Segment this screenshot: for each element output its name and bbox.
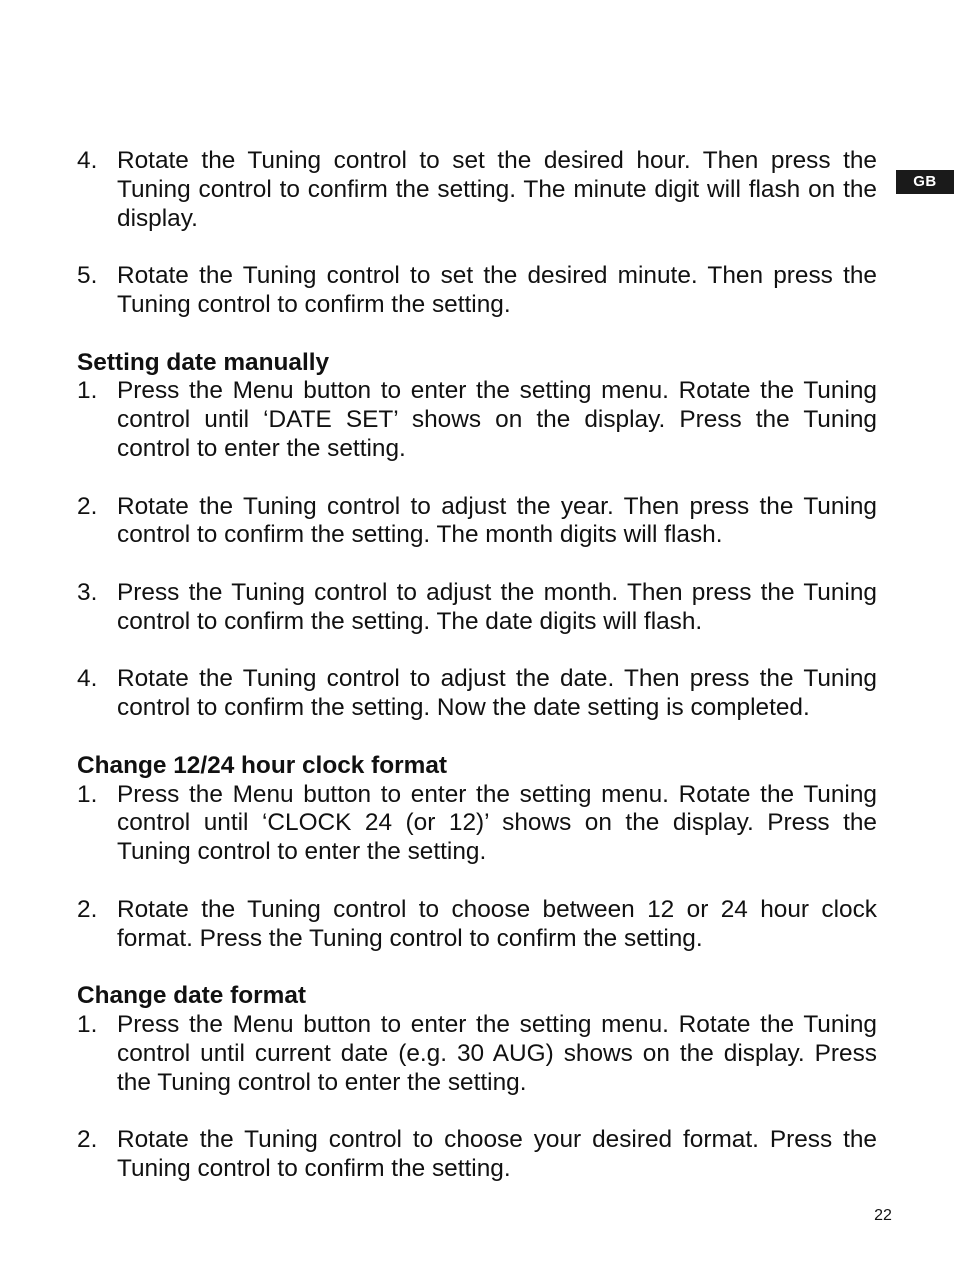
step-number: 1. <box>77 780 98 808</box>
step-text: Press the Tuning control to adjust the month. Then press the Tuning control to confirm the setting. The date digits will flash. <box>117 578 877 635</box>
list-item <box>77 1126 877 1184</box>
step-text: Rotate the Tuning control to adjust the date. Then press the Tuning control to confirm the setting. Now the date setting is completed. <box>117 665 877 722</box>
list-item <box>77 1011 877 1097</box>
step-text: Press the Menu button to enter the setting menu. Rotate the Tuning control until ‘DATE SET’ shows on the display. Press the Tuning control to enter the setting. <box>117 377 877 462</box>
section-heading-date: Setting date manually <box>77 348 330 376</box>
step-number: 5. <box>77 262 98 290</box>
list-item <box>77 262 877 320</box>
section-heading-clock: Change 12/24 hour clock format <box>77 751 448 779</box>
step-number: 3. <box>77 578 98 606</box>
list-item <box>77 147 877 233</box>
step-text: Rotate the Tuning control to choose between 12 or 24 hour clock format. Press the Tuning control to confirm the setting. <box>117 895 877 952</box>
step-text: Rotate the Tuning control to set the desired minute. Then press the Tuning control to confirm the setting. <box>117 262 877 318</box>
step-number: 2. <box>77 895 98 923</box>
step-number: 4. <box>77 665 98 693</box>
step-number: 1. <box>77 377 98 405</box>
step-text: Rotate the Tuning control to set the desired hour. Then press the Tuning control to confirm the setting. The minute digit will flash on the display. <box>117 147 877 232</box>
step-text: Press the Menu button to enter the setting menu. Rotate the Tuning control until ‘CLOCK 24 (or 12)’ shows on the display. Press the Tuning control to enter the setting. <box>117 780 877 866</box>
step-number: 1. <box>77 1010 98 1038</box>
list-item <box>77 781 877 867</box>
list-item <box>77 493 877 551</box>
manual-content <box>77 147 877 1184</box>
step-number: 2. <box>77 492 98 520</box>
step-number: 4. <box>77 147 98 174</box>
step-text: Rotate the Tuning control to adjust the year. Then press the Tuning control to confirm the setting. The month digits will flash. <box>117 492 877 549</box>
page-number: 22 <box>874 1207 892 1224</box>
step-text: Rotate the Tuning control to choose your desired format. Press the Tuning control to confirm the setting. <box>117 1126 877 1182</box>
section-heading-date-format: Change date format <box>77 982 307 1010</box>
list-item <box>77 579 877 637</box>
list-item <box>77 665 877 723</box>
step-text: Press the Menu button to enter the setting menu. Rotate the Tuning control until current date (e.g. 30 AUG) shows on the display. Press the Tuning control to enter the setting. <box>117 1010 877 1096</box>
language-tab: GB <box>896 170 954 194</box>
step-number: 2. <box>77 1126 98 1154</box>
list-item <box>77 377 877 463</box>
list-item <box>77 896 877 954</box>
